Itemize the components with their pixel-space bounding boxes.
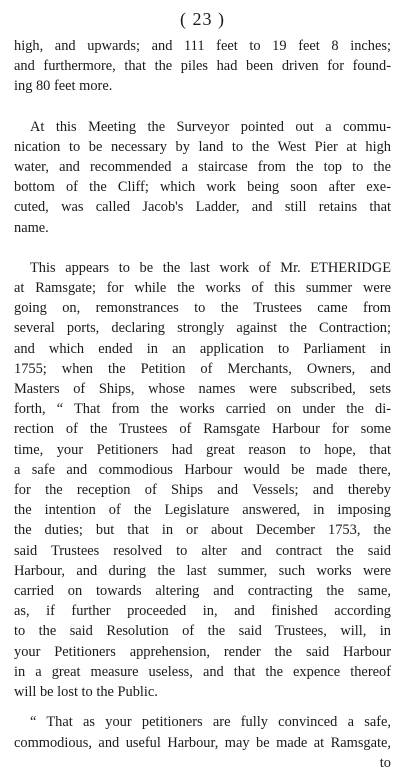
- text-line: At this Meeting the Surveyor pointed out a commu-: [30, 118, 391, 135]
- text-line: high, and upwards; and 111 feet to 19 feet 8 inches;: [14, 38, 391, 54]
- text-line: the duties; but that in or about December 1753, the: [14, 522, 391, 539]
- paragraph-3: [14, 258, 391, 702]
- text-line: in a great measure useless, and that the expence thereof: [14, 663, 391, 680]
- paragraph-gap: [14, 238, 391, 258]
- text-line: at Ramsgate; for while the works of this summer were: [14, 280, 391, 297]
- paragraph-4: [14, 712, 391, 773]
- text-line: several ports, declaring strongly against the Contraction;: [14, 320, 391, 337]
- paragraph-gap: [14, 702, 391, 712]
- text-line: the intention of the Legislature answered, in imposing: [14, 502, 391, 519]
- text-line: ing 80 feet more.: [14, 78, 113, 95]
- text-line: and furthermore, that the piles had been driven for found-: [14, 58, 391, 75]
- text-line: your Petitioners apprehension, render the said Harbour: [14, 643, 391, 660]
- text-line: for the reception of Ships and Vessels; and thereby: [14, 482, 391, 499]
- text-line: and which ended in an application to Parliament in: [14, 340, 391, 357]
- text-line: cuted, was called Jacob's Ladder, and still retains that: [14, 199, 391, 216]
- paragraph-gap: [14, 97, 391, 117]
- text-line: Harbour, and during the last summer, such works were: [14, 562, 391, 579]
- paragraph-1: [14, 36, 391, 97]
- text-line: a safe and commodious Harbour would be made there,: [14, 461, 391, 478]
- text-line: name.: [14, 219, 49, 236]
- text-line: forth, “ That from the works carried on under the di-: [14, 401, 391, 418]
- text-line: Masters of Ships, whose names were subscribed, sets: [14, 381, 391, 398]
- text-line: going on, remonstrances to the Trustees came from: [14, 300, 391, 317]
- text-line: bottom of the Cliff; which work being soon after exe-: [14, 179, 391, 196]
- text-line: will be lost to the Public.: [14, 684, 158, 701]
- text-line: rection of the Trustees of Ramsgate Harbour for some: [14, 421, 391, 438]
- text-line: water, and recommended a staircase from the top to the: [14, 159, 391, 176]
- page-number: ( 23 ): [180, 9, 225, 29]
- text-line: said Trustees resolved to alter and contract the said: [14, 542, 391, 559]
- text-line: “ That as your petitioners are fully convinced a safe,: [30, 714, 391, 731]
- text-line: nication to be necessary by land to the West Pier at high: [14, 138, 391, 155]
- text-line: 1755; when the Petition of Merchants, Owners, and: [14, 360, 391, 377]
- text-line: commodious, and useful Harbour, may be made at Ramsgate,: [14, 734, 391, 751]
- text-line: carried on towards altering and contracting the same,: [14, 583, 391, 600]
- text-line: to the said Resolution of the said Trustees, will, in: [14, 623, 391, 640]
- text-line: This appears to be the last work of Mr. ETHERIDGE: [30, 259, 391, 276]
- paragraph-2: [14, 117, 391, 238]
- text-line: as, if further proceeded in, and finished according: [14, 603, 391, 620]
- text-line: time, your Petitioners had great reason to hope, that: [14, 441, 391, 458]
- catchword: to: [379, 754, 391, 771]
